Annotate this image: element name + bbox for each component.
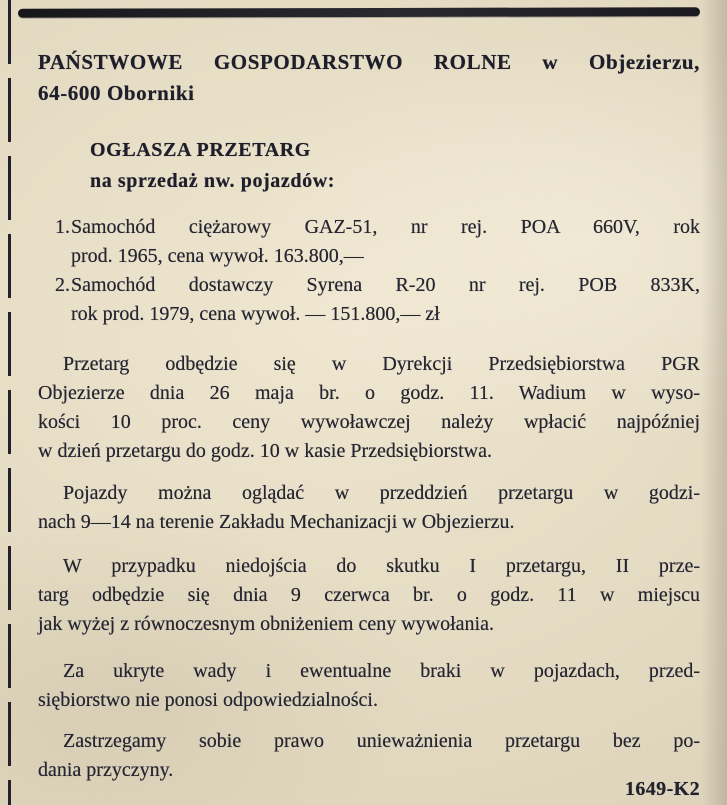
paragraph bbox=[38, 727, 700, 785]
paragraph bbox=[38, 479, 700, 537]
text-line: siębiorstwo nie ponosi odpowiedzialności. bbox=[38, 689, 378, 711]
list-item-number: 2. bbox=[55, 274, 70, 296]
text-line: jak wyżej z równoczesnym obniżeniem ceny wywołania. bbox=[38, 613, 494, 635]
text-line: Za ukryte wady i ewentualne braki w pojazdach, przed- bbox=[63, 660, 700, 682]
text-line: W przypadku niedojścia do skutku I przetargu, II prze- bbox=[63, 555, 700, 577]
text-line: Samochód dostawczy Syrena R-20 nr rej. POB 833K, bbox=[71, 274, 700, 296]
text-line: Zastrzegamy sobie prawo unieważnienia przetargu bez po- bbox=[63, 730, 700, 752]
paragraph bbox=[38, 350, 700, 466]
paragraph bbox=[38, 552, 700, 639]
text-line: targ odbędzie się dnia 9 czerwca br. o godz. 11 w miejscu bbox=[38, 584, 700, 606]
announcement-title bbox=[90, 135, 700, 197]
vehicle-list bbox=[38, 213, 700, 329]
text-line: w dzień przetargu do godz. 10 w kasie Przedsiębiorstwa. bbox=[38, 440, 492, 462]
vehicle-list-item bbox=[38, 271, 700, 329]
paragraph bbox=[38, 657, 700, 715]
list-item-number: 1. bbox=[55, 216, 70, 238]
text-line: prod. 1965, cena wywoł. 163.800,— bbox=[71, 245, 364, 267]
text-line: OGŁASZA PRZETARG bbox=[90, 139, 311, 161]
text-line: Objezierze dnia 26 maja br. o godz. 11. Wadium w wyso- bbox=[38, 382, 700, 404]
reference-code: 1649-K2 bbox=[624, 778, 700, 800]
text-line: dania przyczyny. bbox=[38, 759, 174, 781]
text-line: Samochód ciężarowy GAZ-51, nr rej. POA 660V, rok bbox=[71, 216, 700, 238]
text-line: Przetarg odbędzie się w Dyrekcji Przedsiębiorstwa PGR bbox=[63, 353, 700, 375]
body-paragraphs bbox=[38, 350, 700, 785]
text-line: rok prod. 1979, cena wywoł. — 151.800,— zł bbox=[71, 303, 440, 325]
text-line: PAŃSTWOWE GOSPODARSTWO ROLNE w Objezierzu, bbox=[38, 50, 700, 74]
text-line: na sprzedaż nw. pojazdów: bbox=[90, 170, 336, 192]
text-line: 64-600 Oborniki bbox=[38, 81, 195, 105]
list-item-text bbox=[71, 271, 700, 329]
text-line: nach 9—14 na terenie Zakładu Mechanizacji w Objezierzu. bbox=[38, 511, 515, 533]
text-line: Pojazdy można oglądać w przeddzień przetargu w godzi- bbox=[63, 482, 700, 504]
organization-header bbox=[38, 47, 700, 109]
text-line: kości 10 proc. ceny wywoławczej należy wpłacić najpóźniej bbox=[38, 411, 700, 433]
vehicle-list-item bbox=[38, 213, 700, 271]
list-item-text bbox=[71, 213, 700, 271]
